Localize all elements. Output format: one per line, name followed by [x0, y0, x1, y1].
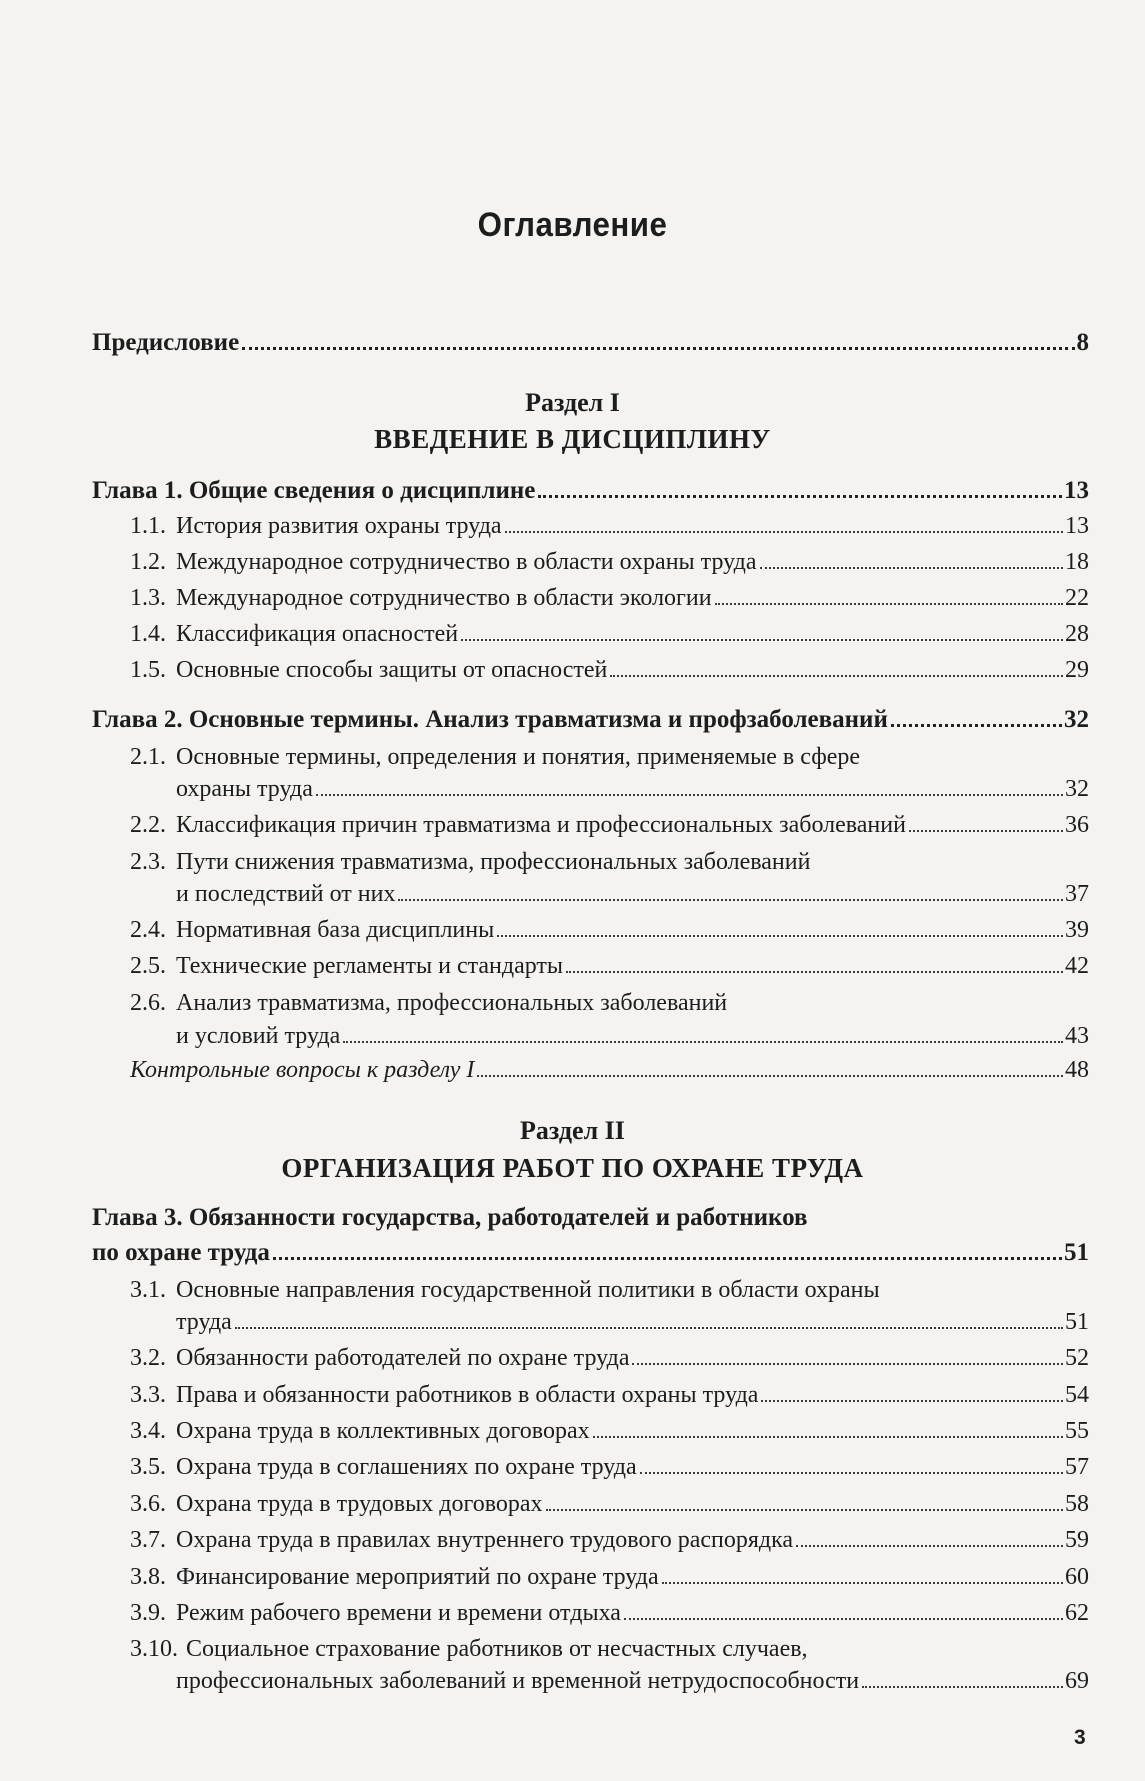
toc-entry-text: Нормативная база дисциплины [176, 917, 495, 943]
toc-entry-chapter[interactable] [92, 476, 1089, 506]
leader-dots [632, 1363, 1063, 1365]
toc-entry-page: 59 [1065, 1527, 1089, 1553]
item-number: 2.1. [130, 744, 166, 770]
toc-entry-page: 55 [1065, 1418, 1089, 1444]
toc-entry-text: Международное сотрудничество в области экологии [176, 585, 712, 611]
toc-entry-item[interactable] [92, 1416, 1089, 1446]
leader-dots [891, 724, 1062, 727]
leader-dots [461, 639, 1063, 641]
toc-entry-page: 43 [1065, 1023, 1089, 1049]
toc-entry-page: 57 [1065, 1454, 1089, 1480]
toc-entry-item[interactable] [92, 1634, 1089, 1664]
toc-entry-item-continuation[interactable] [92, 774, 1089, 804]
item-number: 3.3. [130, 1382, 166, 1408]
toc-entry-text: охраны труда [176, 776, 313, 802]
toc-entry-page: 32 [1065, 776, 1089, 802]
leader-dots [715, 603, 1063, 605]
toc-entry-text: Охрана труда в трудовых договорах [176, 1491, 543, 1517]
toc-entry-page: 51 [1064, 1239, 1089, 1266]
toc-entry-item[interactable] [92, 1275, 1089, 1305]
item-number: 2.6. [130, 990, 166, 1016]
toc-entry-page: 62 [1065, 1600, 1089, 1626]
toc-entry-page: 51 [1065, 1309, 1089, 1335]
item-number: 2.5. [130, 953, 166, 979]
toc-entry-item-continuation[interactable] [92, 1307, 1089, 1337]
toc-entry-page: 48 [1065, 1057, 1089, 1083]
toc-entry-text: Пути снижения травматизма, профессиональных заболеваний [176, 849, 811, 875]
toc-entry-page: 37 [1065, 881, 1089, 907]
toc-entry-page: 58 [1065, 1491, 1089, 1517]
toc-entry-text: Основные направления государственной политики в области охраны [176, 1277, 880, 1303]
toc-entry-page: 8 [1076, 329, 1089, 356]
toc-entry-text: Финансирование мероприятий по охране труда [176, 1564, 659, 1590]
leader-dots [640, 1472, 1063, 1474]
leader-dots [546, 1509, 1063, 1511]
toc-entry-text: Социальное страхование работников от несчастных случаев, [186, 1636, 808, 1662]
toc-entry-item[interactable] [92, 847, 1089, 877]
toc-entry-item[interactable] [92, 1525, 1089, 1555]
item-number: 1.1. [130, 513, 166, 539]
leader-dots [593, 1436, 1063, 1438]
toc-entry-page: 54 [1065, 1382, 1089, 1408]
toc-entry-item[interactable] [92, 951, 1089, 981]
toc-entry-item-continuation[interactable] [92, 1021, 1089, 1051]
toc-entry-item[interactable] [92, 655, 1089, 685]
toc-entry-item[interactable] [92, 1452, 1089, 1482]
toc-entry-text: Глава 2. Основные термины. Анализ травматизма и профзаболеваний [92, 706, 888, 733]
toc-entry-text: История развития охраны труда [176, 513, 502, 539]
toc-entry-chapter[interactable] [92, 705, 1089, 735]
toc-entry-text: и последствий от них [176, 881, 396, 907]
leader-dots [538, 495, 1062, 498]
toc-entry-text: Предисловие [92, 329, 240, 356]
toc-entry-item[interactable] [92, 1343, 1089, 1373]
toc-entry-chapter[interactable] [92, 1203, 1089, 1233]
item-number: 2.3. [130, 849, 166, 875]
toc-entry-chapter-continuation[interactable] [92, 1238, 1089, 1268]
toc-entry-text: профессиональных заболеваний и временной нетрудоспособности [176, 1668, 860, 1694]
toc-entry-text: Глава 1. Общие сведения о дисциплине [92, 477, 536, 504]
page-number: 3 [1074, 1726, 1086, 1749]
page-title: Оглавление [477, 206, 668, 244]
item-number: 1.3. [130, 585, 166, 611]
toc-entry-page: 13 [1064, 477, 1089, 504]
toc-entry-item[interactable] [92, 619, 1089, 649]
toc-entry-preface[interactable] [92, 328, 1089, 358]
leader-dots [761, 1400, 1063, 1402]
leader-dots [505, 531, 1063, 533]
item-number: 3.2. [130, 1345, 166, 1371]
item-number: 3.5. [130, 1454, 166, 1480]
toc-entry-page: 52 [1065, 1345, 1089, 1371]
toc-entry-item[interactable] [92, 1598, 1089, 1628]
leader-dots [862, 1686, 1063, 1688]
toc-entry-page: 42 [1065, 953, 1089, 979]
toc-entry-item[interactable] [92, 1380, 1089, 1410]
leader-dots [760, 567, 1064, 569]
toc-entry-text: Охрана труда в правилах внутреннего трудового распорядка [176, 1527, 794, 1553]
toc-entry-text: по охране труда [92, 1239, 270, 1266]
toc-entry-item[interactable] [92, 988, 1089, 1018]
leader-dots [497, 935, 1063, 937]
toc-entry-page: 22 [1065, 585, 1089, 611]
leader-dots [343, 1041, 1063, 1043]
toc-entry-item-continuation[interactable] [92, 1666, 1089, 1696]
toc-entry-item[interactable] [92, 511, 1089, 541]
item-number: 2.4. [130, 917, 166, 943]
section-title: ОРГАНИЗАЦИЯ РАБОТ ПО ОХРАНЕ ТРУДА [281, 1153, 864, 1183]
toc-entry-item-continuation[interactable] [92, 879, 1089, 909]
toc-entry-page: 32 [1064, 706, 1089, 733]
toc-entry-text: Основные термины, определения и понятия, применяемые в сфере [176, 744, 861, 770]
leader-dots [624, 1618, 1063, 1620]
item-number: 2.2. [130, 812, 166, 838]
item-number: 3.9. [130, 1600, 166, 1626]
section-title: ВВЕДЕНИЕ В ДИСЦИПЛИНУ [374, 424, 771, 454]
toc-entry-text: труда [176, 1309, 232, 1335]
toc-entry-page: 39 [1065, 917, 1089, 943]
item-number: 3.10. [130, 1636, 178, 1662]
leader-dots [477, 1075, 1063, 1077]
toc-entry-text: Классификация причин травматизма и профессиональных заболеваний [176, 812, 906, 838]
toc-entry-text: Глава 3. Обязанности государства, работодателей и работников [92, 1204, 808, 1231]
toc-entry-page: 36 [1065, 812, 1089, 838]
toc-entry-item[interactable] [92, 583, 1089, 613]
item-number: 3.8. [130, 1564, 166, 1590]
toc-entry-text: Права и обязанности работников в области охраны труда [176, 1382, 759, 1408]
toc-entry-text: Международное сотрудничество в области охраны труда [176, 549, 757, 575]
toc-entry-item[interactable] [92, 547, 1089, 577]
item-number: 3.4. [130, 1418, 166, 1444]
toc-entry-text: Анализ травматизма, профессиональных заболеваний [176, 990, 728, 1016]
toc-entry-text: Классификация опасностей [176, 621, 459, 647]
toc-entry-page: 60 [1065, 1564, 1089, 1590]
item-number: 1.2. [130, 549, 166, 575]
toc-entry-text: Основные способы защиты от опасностей [176, 657, 608, 683]
toc-entry-page: 28 [1065, 621, 1089, 647]
toc-entry-item[interactable] [92, 915, 1089, 945]
toc-entry-text: Режим рабочего времени и времени отдыха [176, 1600, 621, 1626]
toc-entry-page: 69 [1065, 1668, 1089, 1694]
toc-entry-page: 18 [1065, 549, 1089, 575]
leader-dots [273, 1257, 1062, 1260]
leader-dots [610, 675, 1063, 677]
leader-dots [316, 794, 1063, 796]
toc-entry-text: Технические регламенты и стандарты [176, 953, 564, 979]
section-label: Раздел I [525, 388, 620, 417]
toc-entry-page: 29 [1065, 657, 1089, 683]
leader-dots [398, 899, 1063, 901]
leader-dots [242, 347, 1074, 350]
item-number: 1.5. [130, 657, 166, 683]
leader-dots [909, 830, 1063, 832]
toc-entry-text: Контрольные вопросы к разделу I [130, 1057, 475, 1083]
leader-dots [662, 1582, 1063, 1584]
item-number: 1.4. [130, 621, 166, 647]
leader-dots [235, 1327, 1063, 1329]
leader-dots [566, 971, 1063, 973]
toc-entry-questions[interactable] [92, 1055, 1089, 1085]
section-label: Раздел II [520, 1116, 625, 1145]
item-number: 3.1. [130, 1277, 166, 1303]
toc-entry-item[interactable] [92, 810, 1089, 840]
toc-entry-text: и условий труда [176, 1023, 341, 1049]
toc-entry-item[interactable] [92, 1562, 1089, 1592]
item-number: 3.6. [130, 1491, 166, 1517]
toc-entry-item[interactable] [92, 742, 1089, 772]
toc-entry-item[interactable] [92, 1489, 1089, 1519]
toc-entry-text: Охрана труда в коллективных договорах [176, 1418, 590, 1444]
item-number: 3.7. [130, 1527, 166, 1553]
toc-entry-text: Обязанности работодателей по охране труда [176, 1345, 630, 1371]
toc-entry-text: Охрана труда в соглашениях по охране труда [176, 1454, 637, 1480]
toc-entry-page: 13 [1065, 513, 1089, 539]
leader-dots [796, 1545, 1063, 1547]
